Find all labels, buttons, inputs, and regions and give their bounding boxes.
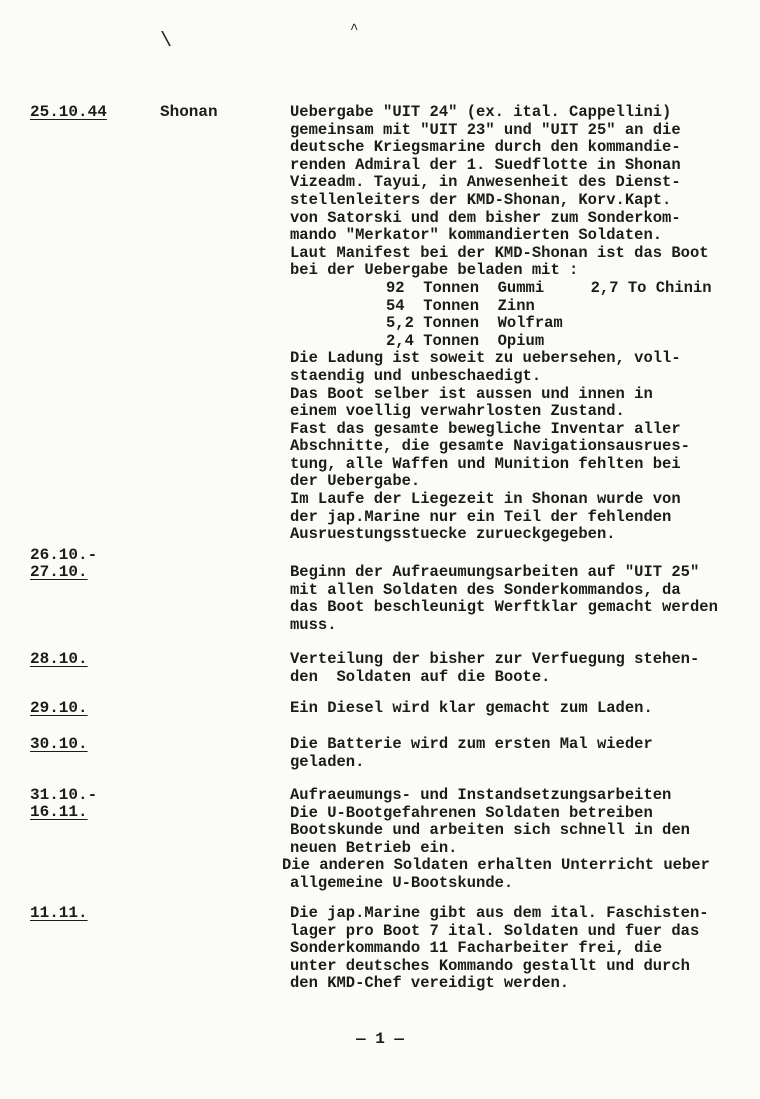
entry-date xyxy=(30,787,140,821)
date-line: 31.10.- xyxy=(30,786,98,804)
date-line: 25.10.44 xyxy=(30,103,107,121)
text-line: gemeinsam mit "UIT 23" und "UIT 25" an die xyxy=(290,120,681,139)
entry-text xyxy=(290,736,752,771)
text-line: der Uebergabe. xyxy=(290,472,421,491)
entry-text xyxy=(290,905,752,993)
text-line: Abschnitte, die gesamte Navigationsausrues- xyxy=(290,437,690,456)
entry-text xyxy=(290,700,752,718)
text-line: Vizeadm. Tayui, in Anwesenheit des Dienst- xyxy=(290,173,681,192)
date-line: 26.10.- xyxy=(30,546,98,564)
text-line: geladen. xyxy=(290,752,365,771)
text-line: Laut Manifest bei der KMD-Shonan ist das Boot xyxy=(290,243,709,262)
cargo-line: 2,4 Tonnen Opium xyxy=(386,331,545,350)
text-line: neuen Betrieb ein. xyxy=(290,838,458,857)
text-line: tung, alle Waffen und Munition fehlten bei xyxy=(290,454,681,473)
text-line: Die Batterie wird zum ersten Mal wieder xyxy=(290,735,653,753)
text-line: mando "Merkator" kommandierten Soldaten. xyxy=(290,226,663,245)
entry-place: Shonan xyxy=(160,103,218,121)
text-line: Im Laufe der Liegezeit in Shonan wurde von xyxy=(290,490,681,509)
date-line: 30.10. xyxy=(30,735,88,753)
entry-text xyxy=(290,651,752,686)
text-line: Die U-Bootgefahrenen Soldaten betreiben xyxy=(290,803,653,822)
text-line: Verteilung der bisher zur Verfuegung stehen- xyxy=(290,650,700,668)
margin-mark-right: ^ xyxy=(350,22,359,38)
text-line: mit allen Soldaten des Sonderkommandos, da xyxy=(290,580,681,599)
text-line: lager pro Boot 7 ital. Soldaten und fuer das xyxy=(290,921,700,940)
entry-date xyxy=(30,547,140,581)
text-line: Fast das gesamte bewegliche Inventar aller xyxy=(290,419,681,438)
text-line: von Satorski und dem bisher zum Sonderkom- xyxy=(290,208,681,227)
text-line: Aufraeumungs- und Instandsetzungsarbeiten xyxy=(290,786,672,804)
text-line: einem voellig verwahrlosten Zustand. xyxy=(290,402,625,421)
text-line: Das Boot selber ist aussen und innen in xyxy=(290,384,653,403)
page-number: — 1 — xyxy=(355,1030,404,1048)
entry-date xyxy=(30,736,140,753)
text-line: Bootskunde und arbeiten sich schnell in den xyxy=(290,821,690,840)
text-line: allgemeine U-Bootskunde. xyxy=(290,873,514,892)
entry-text xyxy=(290,564,752,634)
date-line: 29.10. xyxy=(30,699,88,717)
cargo-line: 54 Tonnen Zinn xyxy=(386,296,535,315)
text-line: Uebergabe "UIT 24" (ex. ital. Cappellini) xyxy=(290,103,672,121)
cargo-line: 92 Tonnen Gummi 2,7 To Chinin xyxy=(386,278,712,297)
entry-date xyxy=(30,104,140,121)
entry-text xyxy=(282,786,752,893)
cargo-line: 5,2 Tonnen Wolfram xyxy=(386,314,563,333)
text-line: staendig und unbeschaedigt. xyxy=(290,366,542,385)
text-line: Die Ladung ist soweit zu uebersehen, voll- xyxy=(290,349,681,368)
date-line: 28.10. xyxy=(30,650,88,668)
margin-mark-left: \ xyxy=(160,30,173,53)
text-line: Die anderen Soldaten erhalten Unterricht ueber xyxy=(282,856,710,875)
date-line: 16.11. xyxy=(30,803,88,821)
entry-date xyxy=(30,700,140,717)
text-line: bei der Uebergabe beladen mit : xyxy=(290,261,579,280)
text-line: Die jap.Marine gibt aus dem ital. Faschisten- xyxy=(290,904,709,922)
entry-text xyxy=(290,104,752,544)
text-line: Beginn der Aufraeumungsarbeiten auf "UIT 25" xyxy=(290,563,700,581)
text-line: unter deutsches Kommando gestallt und durch xyxy=(290,956,690,975)
text-line: Sonderkommando 11 Facharbeiter frei, die xyxy=(290,939,663,958)
text-line: das Boot beschleunigt Werftklar gemacht werden xyxy=(290,598,718,617)
text-line: stellenleiters der KMD-Shonan, Korv.Kapt. xyxy=(290,190,672,209)
date-line: 11.11. xyxy=(30,904,88,922)
date-line: 27.10. xyxy=(30,563,88,581)
text-line: der jap.Marine nur ein Teil der fehlenden xyxy=(290,507,672,526)
text-line: renden Admiral der 1. Suedflotte in Shonan xyxy=(290,155,681,174)
text-line: den KMD-Chef vereidigt werden. xyxy=(290,974,570,993)
text-line: Ein Diesel wird klar gemacht zum Laden. xyxy=(290,699,653,717)
entry-date xyxy=(30,651,140,668)
text-line: muss. xyxy=(290,615,337,634)
text-line: deutsche Kriegsmarine durch den kommandie- xyxy=(290,138,681,157)
entry-date xyxy=(30,905,140,922)
text-line: den Soldaten auf die Boote. xyxy=(290,667,551,686)
text-line: Ausruestungsstuecke zurueckgegeben. xyxy=(290,525,616,544)
